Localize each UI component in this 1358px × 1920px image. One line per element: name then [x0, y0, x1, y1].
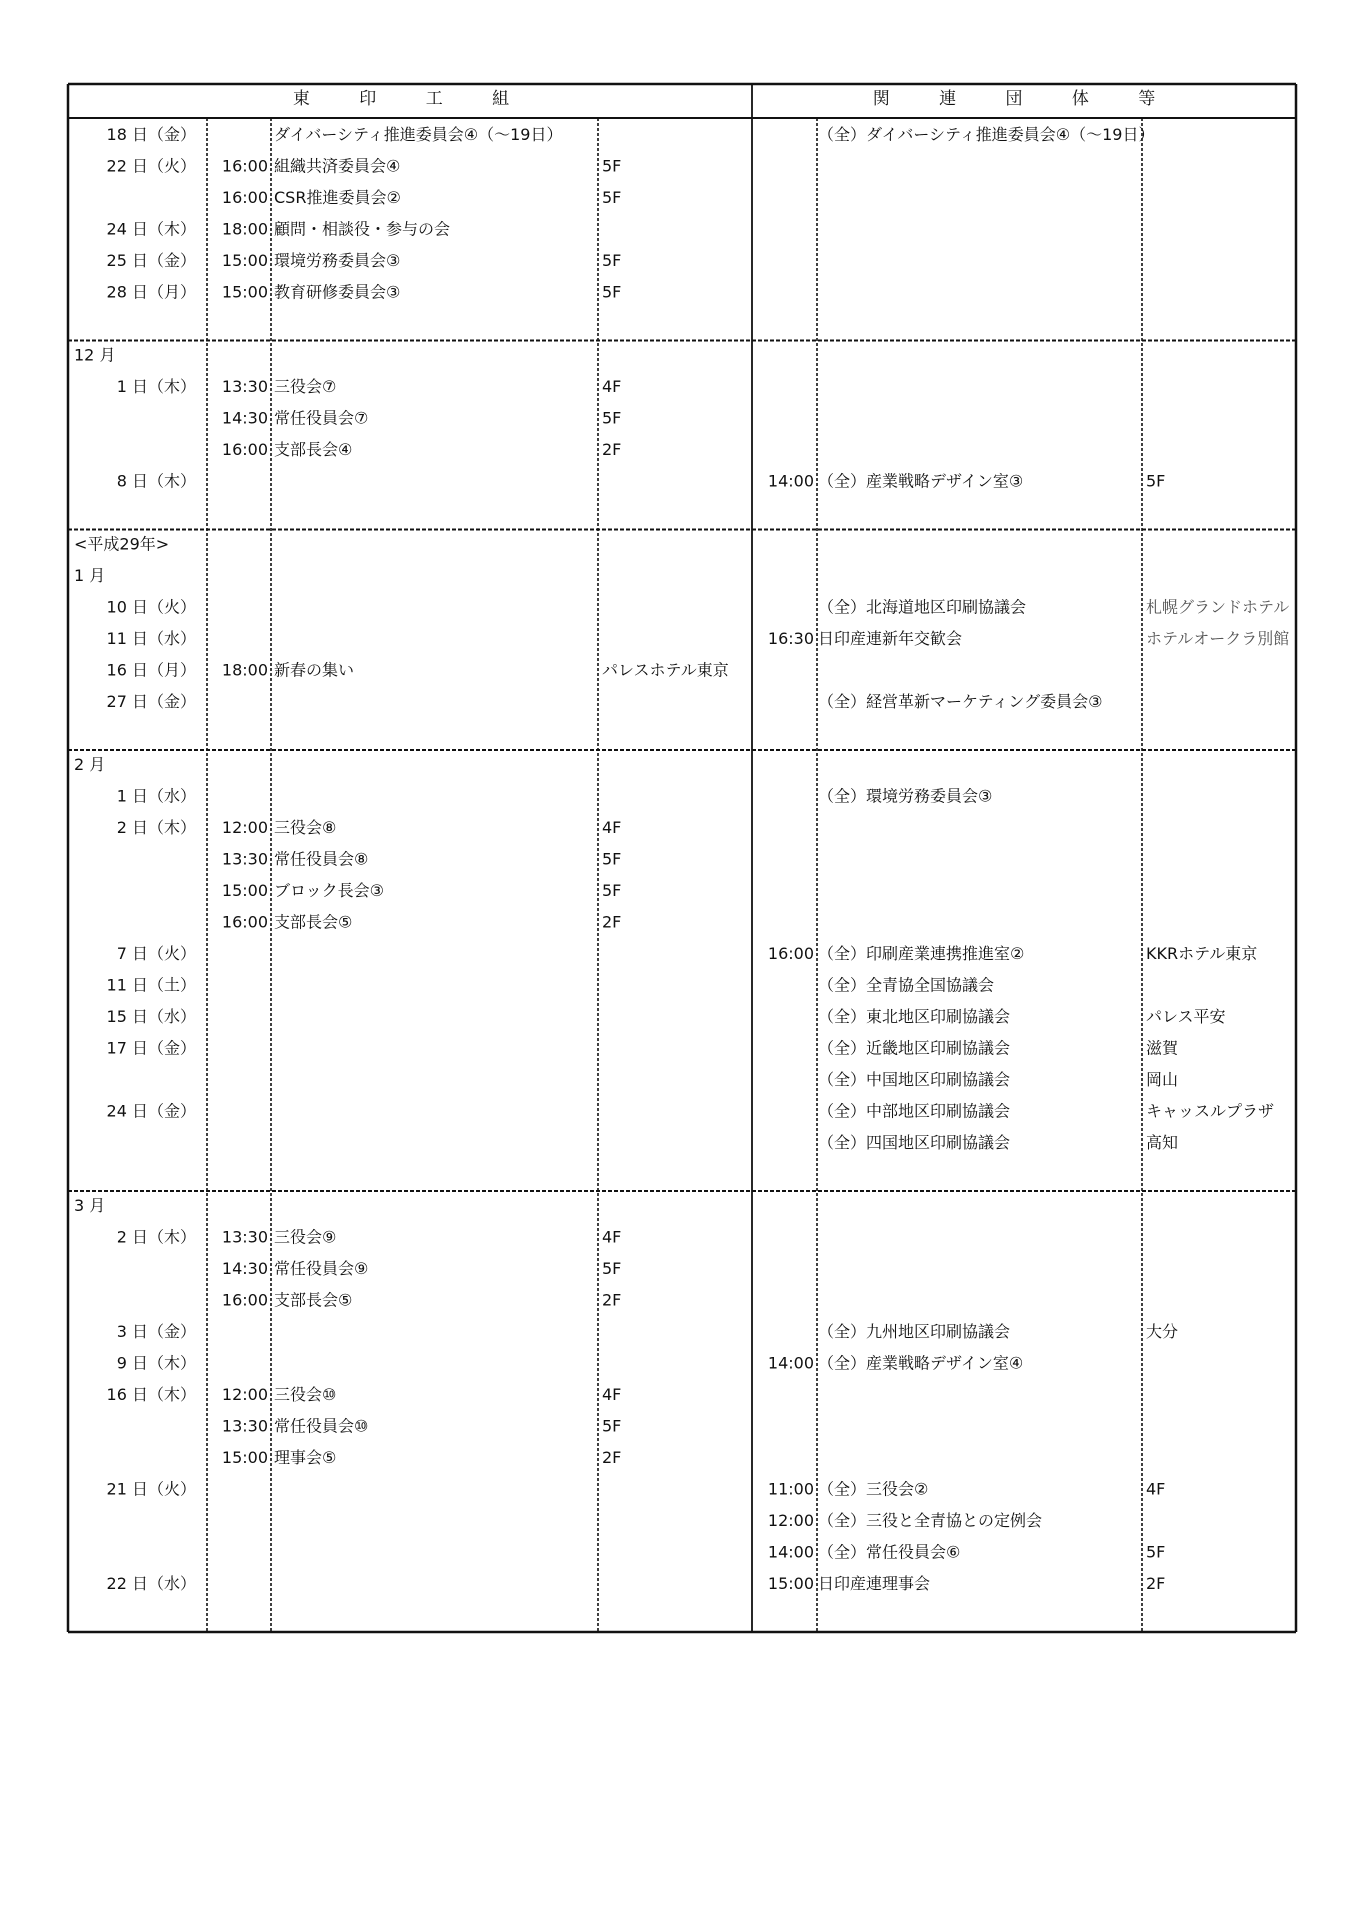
schedule-row [222, 1291, 622, 1310]
schedule-section [74, 535, 1289, 712]
schedule-row [107, 1574, 1166, 1593]
header-related-organizations: 関 連 団 体 等 [872, 89, 1178, 109]
schedule-row [117, 787, 993, 806]
tokyo-event: 三役会⑩ [274, 1385, 337, 1404]
schedule-row [222, 1417, 622, 1436]
date-cell: 2 日（木） [116, 818, 196, 837]
related-place: 滋賀 [1146, 1038, 1179, 1058]
tokyo-place: 4F [602, 377, 622, 396]
tokyo-place: 2F [602, 912, 622, 932]
schedule-row [107, 125, 1155, 144]
tokyo-place: パレスホテル東京 [602, 660, 729, 680]
tokyo-place: 5F [602, 408, 622, 428]
related-place: 札幌グランドホテル [1146, 597, 1290, 617]
related-event: （全）三役と全青協との定例会 [818, 1511, 1043, 1530]
date-cell: 16 日（月） [106, 660, 196, 680]
tokyo-place: 5F [602, 251, 622, 270]
related-event: （全）中部地区印刷協議会 [818, 1101, 1011, 1121]
related-time: 16:30 [767, 629, 814, 648]
tokyo-event: 三役会⑨ [274, 1227, 337, 1247]
related-event: （全）経営革新マーケティング委員会③ [818, 692, 1103, 711]
tokyo-time: 15:00 [221, 251, 268, 270]
related-event: （全）北海道地区印刷協議会 [818, 597, 1027, 617]
schedule-row [74, 535, 169, 554]
tokyo-time: 12:00 [221, 818, 268, 837]
tokyo-place: 5F [602, 156, 622, 176]
date-cell: 3 日（金） [116, 1322, 196, 1341]
schedule-row [222, 913, 622, 932]
tokyo-place: 5F [602, 849, 622, 869]
tokyo-time: 16:00 [221, 1290, 268, 1310]
tokyo-place: 4F [602, 1227, 622, 1247]
date-cell: 8 日（木） [116, 471, 196, 491]
schedule-row [107, 976, 994, 995]
schedule-row [818, 1070, 1178, 1089]
tokyo-place: 4F [602, 818, 622, 837]
schedule-row [117, 1354, 1024, 1373]
tokyo-event: 新春の集い [274, 660, 355, 680]
table-header [293, 89, 1177, 109]
related-time: 14:00 [767, 1542, 814, 1562]
date-cell: 24 日（金） [106, 1101, 196, 1121]
date-cell: 16 日（木） [106, 1385, 196, 1404]
related-event: （全）産業戦略デザイン室④ [818, 1353, 1024, 1373]
tokyo-time: 15:00 [221, 282, 268, 302]
related-time: 14:00 [767, 471, 814, 491]
date-cell: 28 日（月） [106, 282, 196, 302]
month-label: 12 月 [74, 345, 116, 365]
schedule-row [107, 220, 450, 239]
related-place: 2F [1146, 1574, 1166, 1593]
related-event: （全）産業戦略デザイン室③ [818, 471, 1024, 491]
tokyo-place: 2F [602, 1290, 622, 1310]
related-event: （全）印刷産業連携推進室② [818, 944, 1025, 963]
month-label: <平成29年> [74, 534, 170, 554]
related-event: 日印産連新年交歓会 [818, 629, 963, 648]
related-event: （全）ダイバーシティ推進委員会④（〜19日） [818, 125, 1155, 144]
related-place: 5F [1146, 1542, 1166, 1562]
related-place: ホテルオークラ別館 [1146, 629, 1290, 648]
schedule-row [117, 1322, 1178, 1341]
date-cell: 1 日（水） [116, 786, 196, 806]
schedule-row [107, 692, 1103, 711]
date-cell: 27 日（金） [106, 692, 196, 711]
date-cell: 7 日（火） [116, 944, 196, 963]
related-place: パレス平安 [1146, 1007, 1226, 1026]
related-event: （全）近畿地区印刷協議会 [818, 1038, 1011, 1058]
schedule-row [74, 1196, 105, 1215]
schedule-row [222, 1259, 622, 1278]
tokyo-event: 支部長会⑤ [274, 912, 353, 932]
related-event: （全）常任役員会⑥ [818, 1542, 961, 1562]
tokyo-event: 組織共済委員会④ [274, 156, 401, 176]
schedule-row [74, 346, 115, 365]
tokyo-event: ダイバーシティ推進委員会④（〜19日） [274, 125, 563, 144]
schedule-row [74, 566, 105, 585]
tokyo-time: 13:30 [221, 377, 268, 396]
schedule-section [107, 125, 1155, 302]
related-place: 大分 [1146, 1322, 1179, 1341]
related-event: （全）中国地区印刷協議会 [818, 1070, 1011, 1089]
related-place: 高知 [1146, 1133, 1179, 1152]
date-cell: 25 日（金） [106, 251, 196, 270]
tokyo-time: 16:00 [221, 440, 268, 459]
schedule-row [107, 1480, 1166, 1499]
schedule-row [768, 1511, 1042, 1530]
related-time: 11:00 [767, 1479, 814, 1499]
tokyo-event: 顧問・相談役・参与の会 [274, 219, 451, 239]
schedule-row [107, 283, 622, 302]
header-tokyo-insatsu-kogyo: 東 印 工 組 [292, 89, 532, 109]
schedule-row [117, 944, 1258, 963]
tokyo-time: 18:00 [221, 219, 268, 239]
date-cell: 24 日（木） [106, 219, 196, 239]
schedule-row [818, 1133, 1178, 1152]
tokyo-event: 常任役員会⑨ [274, 1259, 369, 1278]
tokyo-place: 5F [602, 188, 622, 207]
tokyo-event: 支部長会④ [274, 440, 353, 459]
schedule-row [222, 440, 622, 459]
related-time: 12:00 [767, 1511, 814, 1530]
schedule-body [74, 125, 1289, 1593]
schedule-row [107, 598, 1290, 617]
tokyo-place: 5F [602, 1416, 622, 1436]
tokyo-place: 5F [602, 282, 622, 302]
date-cell: 18 日（金） [106, 125, 196, 144]
tokyo-event: 理事会⑤ [274, 1448, 337, 1467]
related-event: （全）環境労務委員会③ [818, 786, 993, 806]
related-event: （全）全青協全国協議会 [818, 975, 995, 995]
schedule-section [74, 755, 1274, 1152]
schedule-row [107, 1385, 622, 1404]
related-time: 15:00 [767, 1574, 814, 1593]
date-cell: 21 日（火） [106, 1479, 196, 1499]
tokyo-time: 12:00 [221, 1385, 268, 1404]
tokyo-event: 三役会⑧ [274, 818, 337, 837]
month-label: 3 月 [74, 1196, 106, 1215]
schedule-row [107, 629, 1290, 648]
related-place: キャッスルプラザ [1146, 1101, 1275, 1121]
schedule-row [107, 1039, 1179, 1058]
schedule-row [117, 818, 622, 837]
tokyo-place: 5F [602, 881, 622, 900]
schedule-row [222, 881, 622, 900]
tokyo-time: 16:00 [221, 156, 268, 176]
date-cell: 11 日（土） [106, 975, 196, 995]
tokyo-place: 2F [602, 440, 622, 459]
schedule-row [107, 1007, 1226, 1026]
tokyo-event: 教育研修委員会③ [274, 282, 401, 302]
tokyo-time: 16:00 [221, 912, 268, 932]
date-cell: 11 日（水） [106, 629, 196, 648]
schedule-row [222, 409, 622, 428]
tokyo-time: 13:30 [221, 1416, 268, 1436]
related-event: 日印産連理事会 [818, 1574, 931, 1593]
schedule-row [117, 472, 1166, 491]
date-cell: 17 日（金） [106, 1038, 196, 1058]
date-cell: 1 日（木） [116, 377, 196, 396]
schedule-row [222, 1448, 622, 1467]
tokyo-event: 環境労務委員会③ [274, 251, 401, 270]
date-cell: 15 日（水） [106, 1007, 196, 1026]
tokyo-time: 16:00 [221, 188, 268, 207]
tokyo-place: 4F [602, 1385, 622, 1404]
tokyo-time: 15:00 [221, 881, 268, 900]
tokyo-event: 常任役員会⑧ [274, 849, 369, 869]
related-place: 岡山 [1146, 1070, 1179, 1089]
tokyo-event: 三役会⑦ [274, 377, 337, 396]
related-place: 5F [1146, 471, 1166, 491]
tokyo-time: 14:30 [221, 1259, 268, 1278]
schedule-row [117, 377, 622, 396]
tokyo-time: 13:30 [221, 849, 268, 869]
related-event: （全）東北地区印刷協議会 [818, 1007, 1011, 1026]
date-cell: 22 日（水） [106, 1574, 196, 1593]
tokyo-event: CSR推進委員会② [274, 188, 401, 207]
schedule-row [222, 188, 622, 207]
date-cell: 22 日（火） [106, 156, 196, 176]
date-cell: 9 日（木） [116, 1353, 196, 1373]
related-place: 4F [1146, 1479, 1166, 1499]
tokyo-event: 常任役員会⑩ [274, 1416, 369, 1436]
date-cell: 10 日（火） [106, 597, 196, 617]
month-label: 2 月 [74, 755, 106, 774]
schedule-row [117, 1228, 622, 1247]
tokyo-place: 5F [602, 1259, 622, 1278]
tokyo-event: 常任役員会⑦ [274, 408, 369, 428]
schedule-row [222, 850, 622, 869]
related-time: 16:00 [767, 944, 814, 963]
date-cell: 2 日（木） [116, 1227, 196, 1247]
schedule-row [107, 251, 622, 270]
related-event: （全）四国地区印刷協議会 [818, 1133, 1011, 1152]
related-event: （全）九州地区印刷協議会 [818, 1322, 1011, 1341]
related-place: KKRホテル東京 [1146, 944, 1258, 963]
schedule-section [74, 1196, 1178, 1593]
month-label: 1 月 [74, 566, 106, 585]
schedule-row [74, 755, 105, 774]
tokyo-event: 支部長会⑤ [274, 1290, 353, 1310]
tokyo-time: 18:00 [221, 660, 268, 680]
tokyo-time: 15:00 [221, 1448, 268, 1467]
schedule-row [768, 1543, 1166, 1562]
tokyo-place: 2F [602, 1448, 622, 1467]
schedule-row [107, 661, 729, 680]
related-event: （全）三役会② [818, 1479, 929, 1499]
tokyo-event: ブロック長会③ [274, 881, 385, 900]
related-time: 14:00 [767, 1353, 814, 1373]
tokyo-time: 13:30 [221, 1227, 268, 1247]
schedule-row [107, 1102, 1274, 1121]
tokyo-time: 14:30 [221, 408, 268, 428]
schedule-row [107, 157, 622, 176]
schedule-section [74, 346, 1165, 491]
